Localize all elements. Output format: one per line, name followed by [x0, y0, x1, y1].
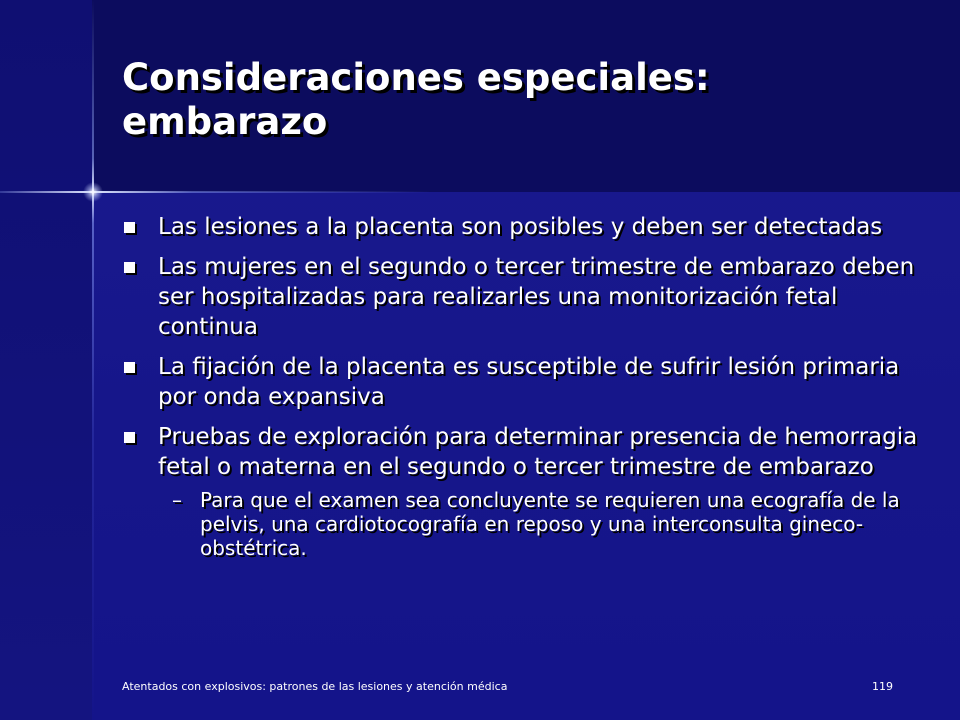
square-bullet-icon: [124, 222, 135, 233]
square-bullet-icon: [124, 432, 135, 443]
page-number: 119: [872, 680, 893, 693]
bullet-item: [122, 422, 922, 482]
sub-bullet-text: Para que el examen sea concluyente se requieren una ecografía de la pelvis, una cardiotocografía en reposo y una interconsulta gineco-obstétrica.: [200, 488, 900, 560]
sparkle-vertical-line: [92, 0, 94, 720]
bullet-item: [122, 212, 922, 242]
bullet-item: [122, 252, 922, 342]
square-bullet-icon: [124, 362, 135, 373]
bullet-text: Las lesiones a la placenta son posibles y deben ser detectadas: [158, 214, 883, 240]
bullet-list: [122, 212, 922, 560]
dash-bullet-marker: –: [172, 488, 182, 512]
slide-footer: Atentados con explosivos: patrones de las lesiones y atención médica: [122, 680, 508, 693]
bullet-text: Pruebas de exploración para determinar presencia de hemorragia fetal o materna en el segundo o tercer trimestre de embarazo: [158, 424, 918, 480]
square-bullet-icon: [124, 262, 135, 273]
bullet-text: La fijación de la placenta es susceptible de sufrir lesión primaria por onda expansiva: [158, 354, 900, 410]
bullet-text: Las mujeres en el segundo o tercer trimestre de embarazo deben ser hospitalizadas para realizarles una monitorización fetal continua: [158, 254, 915, 340]
sparkle-horizontal-line: [0, 191, 960, 193]
sparkle-star-icon: [83, 182, 103, 202]
left-background-band: [0, 0, 92, 720]
slide-title: Consideraciones especiales: embarazo: [122, 56, 710, 143]
bullet-item: [122, 352, 922, 412]
sub-bullet-item: [122, 488, 922, 560]
